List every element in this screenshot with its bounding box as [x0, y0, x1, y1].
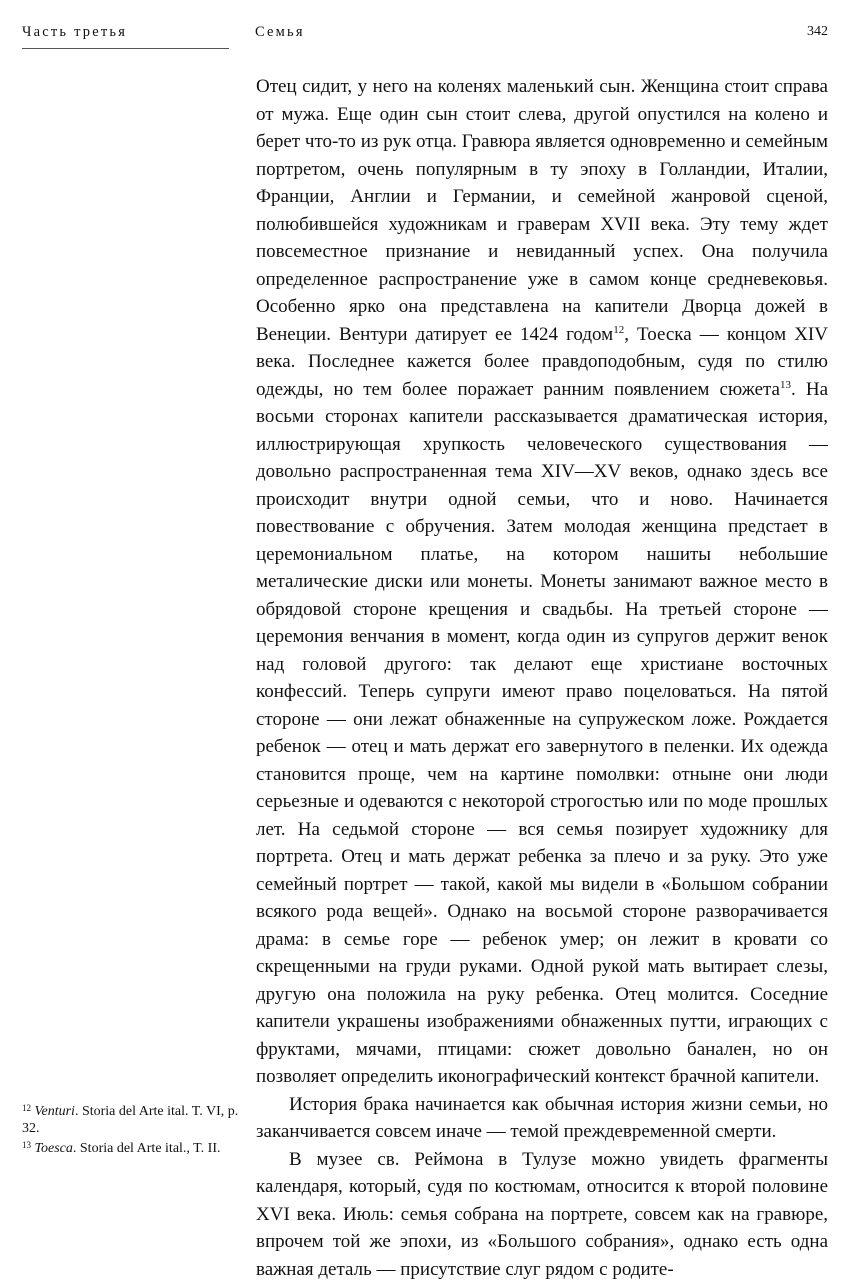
paragraph-3: [256, 1146, 828, 1283]
footnote-number: 12: [22, 1103, 31, 1113]
footnote-ref-13: 13: [780, 379, 791, 391]
header-rule: [22, 48, 229, 49]
footnote-text: . Storia del Arte ital., T. II.: [73, 1141, 221, 1156]
footnotes: [22, 1100, 242, 1158]
paragraph-text: В музее св. Реймона в Тулузе можно увидеть фрагменты календаря, который, судя по костюмам, относится к второй половине XVI века. Июль: семья собрана на портрете, совсем как на гравюре, впрочем той же эпохи, из «Большого собрания», однако есть одна важная деталь — присутствие слуг рядом с родите-: [256, 1149, 828, 1280]
paragraph-text: , Тоеска — концом XIV века. Последнее кажется более правдоподобным, судя по стилю одежды, но тем более поражает ранним появлением сюжета: [256, 324, 828, 400]
running-head-chapter: Семья: [255, 22, 305, 42]
paragraph-text: История брака начинается как обычная история жизни семьи, но заканчивается совсем иначе — темой преждевременной смерти.: [256, 1094, 828, 1143]
page-number: 342: [807, 22, 828, 42]
footnote-text: . Storia del Arte ital. T. VI, p. 32.: [22, 1104, 238, 1136]
paragraph-2: [256, 1091, 828, 1146]
footnote-12: [22, 1100, 242, 1137]
footnote-author: Venturi: [35, 1104, 75, 1119]
footnote-13: [22, 1137, 242, 1158]
body-text: [256, 73, 828, 1283]
paragraph-1: [256, 73, 828, 1091]
footnote-ref-12: 12: [613, 324, 624, 336]
paragraph-text: . На восьми сторонах капители рассказывается драматическая история, иллюстрирующая хрупкость человеческого существования — довольно распространенная тема XIV—XV веков, однако здесь все происходит внутри одной семьи, что и ново. Начинается повествование с обручения. Затем молодая женщина предстает в церемониальном платье, на котором нашиты небольшие металические диски или монеты. Монеты занимают важное место в обрядовой стороне крещения и свадьбы. На третьей стороне — церемония венчания в момент, когда один из супругов держит венок над головой другого: так делают еще христиане восточных конфессий. Теперь супруги имеют право поцеловаться. На пятой стороне — они лежат обнаженные на супружеском ложе. Рождается ребенок — отец и мать держат его завернутого в пеленки. Их одежда становится проще, чем на картине помолвки: отныне они люди серьезные и одеваются с некоторой строгостью или по моде прошлых лет. На седьмой стороне — вся семья позирует художнику для портрета. Отец и мать держат ребенка за плечо и за руку. Это уже семейный портрет — такой, какой мы видели в «Большом собрании всякого рода вещей». Однако на восьмой стороне разворачивается драма: в семье горе — ребенок умер; он лежит в кровати со скрещенными на груди руками. Одной рукой мать вытирает слезы, другую она положила на руку ребенка. Отец молится. Соседние капители украшены изображениями обнаженных путти, играющих с фруктами, мячами, птицами: сюжет довольно банален, но он позволяет определить иконографический контекст брачной капители.: [256, 379, 828, 1088]
paragraph-text: Отец сидит, у него на коленях маленький сын. Женщина стоит справа от мужа. Еще один сын стоит слева, другой опустился на колено и берет что-то из рук отца. Гравюра является одновременно и семейным портретом, очень популярным в ту эпоху в Голландии, Италии, Франции, Англии и Германии, и семейной жанровой сценой, полюбившейся художникам и граверам XVII века. Эту тему ждет повсеместное признание и невиданный успех. Она получила определенное распространение уже в самом конце средневековья. Особенно ярко она представлена на капители Дворца дожей в Венеции. Вентури датирует ее 1424 годом: [256, 76, 828, 345]
footnote-number: 13: [22, 1140, 31, 1150]
running-head-part: Часть третья: [22, 22, 127, 42]
footnote-author: Toesca: [35, 1141, 73, 1156]
